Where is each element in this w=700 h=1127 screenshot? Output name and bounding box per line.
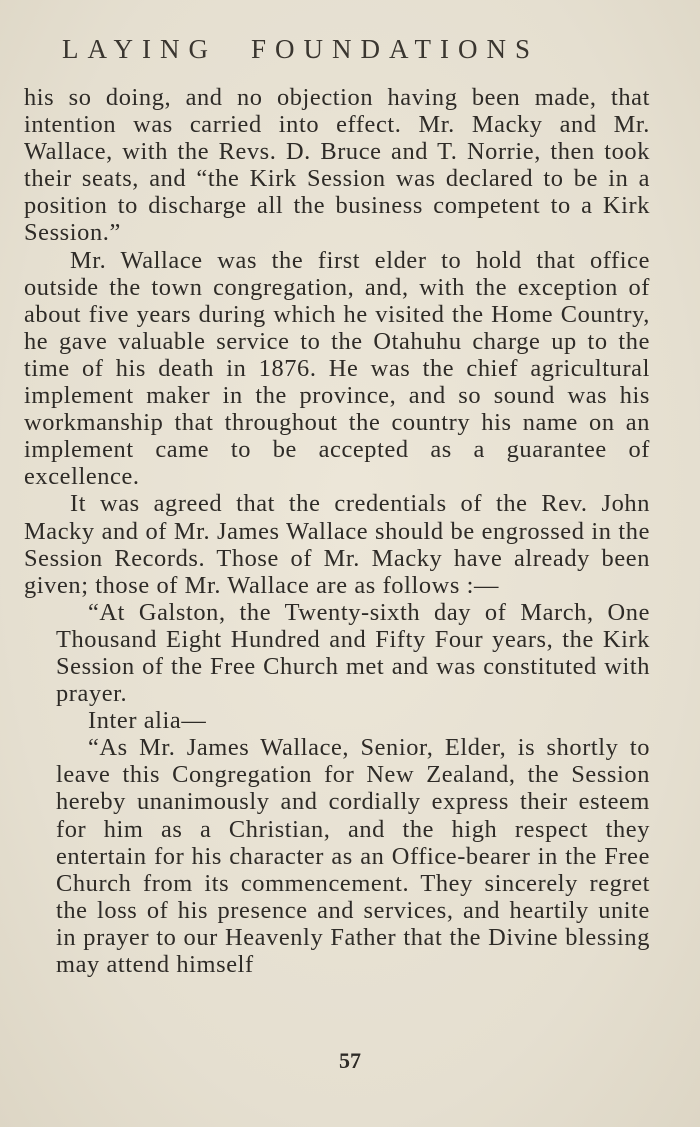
- header-word-laying: LAYING: [62, 34, 217, 64]
- page-number: 57: [339, 1048, 361, 1073]
- quote-paragraph-1: “At Galston, the Twenty-sixth day of March, One Thousand Eight Hundred and Fifty Four years, the Kirk Session of the Free Church met and was constituted with prayer.: [56, 598, 650, 708]
- running-header: [62, 34, 622, 65]
- paragraph-2: Mr. Wallace was the first elder to hold that office outside the town congregation, and, with the exception of about five years during which he visited the Home Country, he gave valuable service to the Otahuhu charge up to the time of his death in 1876. He was the chief agricultural implement maker in the province, and so sound was his workmanship that throughout the country his name on an implement came to be accepted as a guarantee of excellence.: [24, 246, 650, 491]
- quote-paragraph-2: “As Mr. James Wallace, Senior, Elder, is shortly to leave this Congregation for New Zealand, the Session hereby unanimously and cordially express their esteem for him as a Christian, and the high respect they entertain for his character as an Office-bearer in the Free Church from its commencement. They sincerely regret the loss of his presence and services, and heartily unite in prayer to our Heavenly Father that the Divine blessing may attend himself: [56, 734, 650, 978]
- paragraph-1: his so doing, and no objection having been made, that intention was carried into effect. Mr. Macky and Mr. Wallace, with the Revs. D. Bruce and T. Norrie, then took their seats, and “the Kirk Session was declared to be in a position to discharge all the business competent to a Kirk Session.”: [24, 84, 650, 247]
- body-text: [24, 84, 650, 978]
- quote-inter-alia: Inter alia—: [88, 707, 207, 735]
- paragraph-3: It was agreed that the credentials of the Rev. John Macky and of Mr. James Wallace should be engrossed in the Session Records. Those of Mr. Macky have already been given; those of Mr. Wallace are as follows :—: [24, 490, 650, 599]
- header-word-foundations: FOUNDATIONS: [251, 34, 540, 64]
